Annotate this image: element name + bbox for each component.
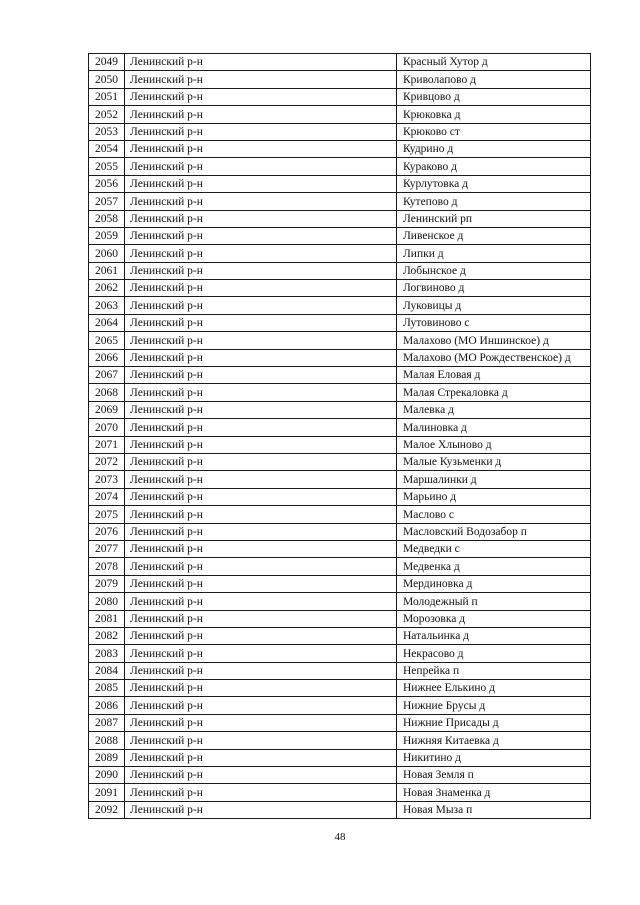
settlements-table	[88, 53, 591, 819]
table-row	[89, 575, 591, 592]
row-number-cell: 2091	[89, 784, 125, 801]
settlement-cell: Нижние Брусы д	[397, 697, 591, 714]
district-cell: Ленинский р-н	[125, 245, 397, 262]
settlement-cell: Новая Мыза п	[397, 801, 591, 818]
table-row	[89, 732, 591, 749]
settlement-cell: Непрейка п	[397, 662, 591, 679]
district-cell: Ленинский р-н	[125, 419, 397, 436]
table-row	[89, 367, 591, 384]
row-number-cell: 2054	[89, 140, 125, 157]
table-row	[89, 506, 591, 523]
district-cell: Ленинский р-н	[125, 332, 397, 349]
row-number-cell: 2055	[89, 158, 125, 175]
row-number-cell: 2079	[89, 575, 125, 592]
table-row	[89, 262, 591, 279]
settlement-cell: Малахово (МО Рождественское) д	[397, 349, 591, 366]
settlement-cell: Малахово (МО Иншинское) д	[397, 332, 591, 349]
settlement-cell: Криволапово д	[397, 71, 591, 88]
table-row	[89, 419, 591, 436]
row-number-cell: 2081	[89, 610, 125, 627]
district-cell: Ленинский р-н	[125, 123, 397, 140]
table-row	[89, 488, 591, 505]
row-number-cell: 2082	[89, 627, 125, 644]
district-cell: Ленинский р-н	[125, 471, 397, 488]
district-cell: Ленинский р-н	[125, 54, 397, 71]
district-cell: Ленинский р-н	[125, 297, 397, 314]
row-number-cell: 2089	[89, 749, 125, 766]
district-cell: Ленинский р-н	[125, 436, 397, 453]
row-number-cell: 2067	[89, 367, 125, 384]
district-cell: Ленинский р-н	[125, 645, 397, 662]
table-row	[89, 193, 591, 210]
page-number: 48	[334, 831, 346, 843]
settlement-cell: Красный Хутор д	[397, 54, 591, 71]
district-cell: Ленинский р-н	[125, 71, 397, 88]
settlement-cell: Кутепово д	[397, 193, 591, 210]
district-cell: Ленинский р-н	[125, 453, 397, 470]
table-row	[89, 384, 591, 401]
district-cell: Ленинский р-н	[125, 210, 397, 227]
table-row	[89, 175, 591, 192]
row-number-cell: 2074	[89, 488, 125, 505]
district-cell: Ленинский р-н	[125, 367, 397, 384]
table-row	[89, 558, 591, 575]
district-cell: Ленинский р-н	[125, 262, 397, 279]
settlement-cell: Маслово с	[397, 506, 591, 523]
settlement-cell: Липки д	[397, 245, 591, 262]
settlement-cell: Некрасово д	[397, 645, 591, 662]
table-row	[89, 627, 591, 644]
table-row	[89, 227, 591, 244]
row-number-cell: 2072	[89, 453, 125, 470]
district-cell: Ленинский р-н	[125, 488, 397, 505]
table-row	[89, 471, 591, 488]
settlement-cell: Малая Еловая д	[397, 367, 591, 384]
district-cell: Ленинский р-н	[125, 227, 397, 244]
row-number-cell: 2083	[89, 645, 125, 662]
settlement-cell: Натальинка д	[397, 627, 591, 644]
settlement-cell: Медвенка д	[397, 558, 591, 575]
row-number-cell: 2077	[89, 540, 125, 557]
settlement-cell: Мердиновка д	[397, 575, 591, 592]
row-number-cell: 2085	[89, 680, 125, 697]
table-row	[89, 697, 591, 714]
table-row	[89, 662, 591, 679]
district-cell: Ленинский р-н	[125, 401, 397, 418]
settlement-cell: Крюково ст	[397, 123, 591, 140]
row-number-cell: 2070	[89, 419, 125, 436]
row-number-cell: 2075	[89, 506, 125, 523]
settlement-cell: Ленинский рп	[397, 210, 591, 227]
settlement-cell: Лобынское д	[397, 262, 591, 279]
settlement-cell: Молодежный п	[397, 593, 591, 610]
settlement-cell: Морозовка д	[397, 610, 591, 627]
settlement-cell: Крюковка д	[397, 106, 591, 123]
table-row	[89, 401, 591, 418]
settlement-cell: Логвиново д	[397, 280, 591, 297]
table-row	[89, 540, 591, 557]
settlement-cell: Новая Знаменка д	[397, 784, 591, 801]
row-number-cell: 2052	[89, 106, 125, 123]
row-number-cell: 2088	[89, 732, 125, 749]
district-cell: Ленинский р-н	[125, 610, 397, 627]
district-cell: Ленинский р-н	[125, 749, 397, 766]
district-cell: Ленинский р-н	[125, 558, 397, 575]
row-number-cell: 2062	[89, 280, 125, 297]
district-cell: Ленинский р-н	[125, 767, 397, 784]
table-row	[89, 610, 591, 627]
row-number-cell: 2063	[89, 297, 125, 314]
row-number-cell: 2092	[89, 801, 125, 818]
settlement-cell: Луковицы д	[397, 297, 591, 314]
table-row	[89, 71, 591, 88]
table-row	[89, 106, 591, 123]
table-row	[89, 297, 591, 314]
row-number-cell: 2058	[89, 210, 125, 227]
table-row	[89, 593, 591, 610]
settlement-cell: Малое Хлыново д	[397, 436, 591, 453]
table-row	[89, 523, 591, 540]
table-row	[89, 314, 591, 331]
district-cell: Ленинский р-н	[125, 801, 397, 818]
settlement-cell: Кудрино д	[397, 140, 591, 157]
table-row	[89, 436, 591, 453]
settlement-cell: Малые Кузьменки д	[397, 453, 591, 470]
row-number-cell: 2061	[89, 262, 125, 279]
row-number-cell: 2071	[89, 436, 125, 453]
settlement-cell: Масловский Водозабор п	[397, 523, 591, 540]
row-number-cell: 2065	[89, 332, 125, 349]
district-cell: Ленинский р-н	[125, 523, 397, 540]
row-number-cell: 2056	[89, 175, 125, 192]
district-cell: Ленинский р-н	[125, 193, 397, 210]
district-cell: Ленинский р-н	[125, 714, 397, 731]
table-row	[89, 453, 591, 470]
table-row	[89, 645, 591, 662]
district-cell: Ленинский р-н	[125, 680, 397, 697]
row-number-cell: 2051	[89, 88, 125, 105]
row-number-cell: 2080	[89, 593, 125, 610]
district-cell: Ленинский р-н	[125, 158, 397, 175]
settlement-cell: Малиновка д	[397, 419, 591, 436]
settlement-cell: Малая Стрекаловка д	[397, 384, 591, 401]
table-row	[89, 749, 591, 766]
row-number-cell: 2064	[89, 314, 125, 331]
settlement-cell: Новая Земля п	[397, 767, 591, 784]
settlement-cell: Курлутовка д	[397, 175, 591, 192]
settlement-cell: Лутовиново с	[397, 314, 591, 331]
district-cell: Ленинский р-н	[125, 140, 397, 157]
settlement-cell: Нижняя Китаевка д	[397, 732, 591, 749]
district-cell: Ленинский р-н	[125, 384, 397, 401]
row-number-cell: 2053	[89, 123, 125, 140]
table-row	[89, 140, 591, 157]
settlement-cell: Никитино д	[397, 749, 591, 766]
table-row	[89, 245, 591, 262]
district-cell: Ленинский р-н	[125, 540, 397, 557]
table-row	[89, 784, 591, 801]
district-cell: Ленинский р-н	[125, 593, 397, 610]
row-number-cell: 2086	[89, 697, 125, 714]
row-number-cell: 2090	[89, 767, 125, 784]
row-number-cell: 2068	[89, 384, 125, 401]
table-row	[89, 210, 591, 227]
district-cell: Ленинский р-н	[125, 314, 397, 331]
table-row	[89, 88, 591, 105]
settlements-table-body	[89, 54, 591, 819]
district-cell: Ленинский р-н	[125, 349, 397, 366]
row-number-cell: 2069	[89, 401, 125, 418]
table-row	[89, 349, 591, 366]
district-cell: Ленинский р-н	[125, 697, 397, 714]
settlement-cell: Маршалинки д	[397, 471, 591, 488]
settlement-cell: Ливенское д	[397, 227, 591, 244]
table-row	[89, 54, 591, 71]
row-number-cell: 2049	[89, 54, 125, 71]
district-cell: Ленинский р-н	[125, 106, 397, 123]
settlement-cell: Медведки с	[397, 540, 591, 557]
table-row	[89, 801, 591, 818]
row-number-cell: 2066	[89, 349, 125, 366]
district-cell: Ленинский р-н	[125, 784, 397, 801]
district-cell: Ленинский р-н	[125, 88, 397, 105]
district-cell: Ленинский р-н	[125, 575, 397, 592]
district-cell: Ленинский р-н	[125, 662, 397, 679]
district-cell: Ленинский р-н	[125, 732, 397, 749]
row-number-cell: 2076	[89, 523, 125, 540]
row-number-cell: 2084	[89, 662, 125, 679]
settlement-cell: Марьино д	[397, 488, 591, 505]
row-number-cell: 2057	[89, 193, 125, 210]
table-row	[89, 280, 591, 297]
table-row	[89, 767, 591, 784]
row-number-cell: 2050	[89, 71, 125, 88]
district-cell: Ленинский р-н	[125, 627, 397, 644]
table-row	[89, 332, 591, 349]
district-cell: Ленинский р-н	[125, 280, 397, 297]
row-number-cell: 2078	[89, 558, 125, 575]
settlement-cell: Кривцово д	[397, 88, 591, 105]
table-row	[89, 158, 591, 175]
settlement-cell: Нижние Присады д	[397, 714, 591, 731]
table-row	[89, 680, 591, 697]
district-cell: Ленинский р-н	[125, 506, 397, 523]
settlement-cell: Малевка д	[397, 401, 591, 418]
table-row	[89, 123, 591, 140]
table-row	[89, 714, 591, 731]
settlement-cell: Кураково д	[397, 158, 591, 175]
settlement-cell: Нижнее Елькино д	[397, 680, 591, 697]
district-cell: Ленинский р-н	[125, 175, 397, 192]
row-number-cell: 2073	[89, 471, 125, 488]
row-number-cell: 2087	[89, 714, 125, 731]
row-number-cell: 2060	[89, 245, 125, 262]
row-number-cell: 2059	[89, 227, 125, 244]
